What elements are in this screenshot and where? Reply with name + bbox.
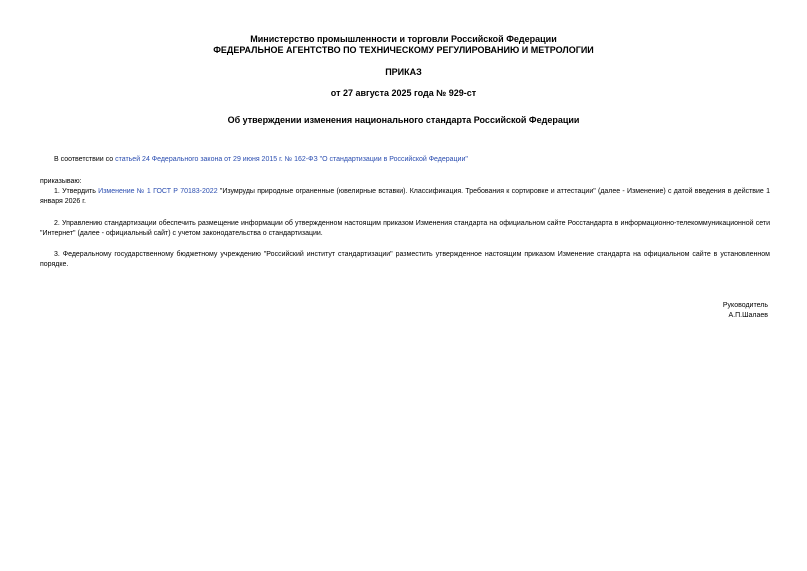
document-title: Об утверждении изменения национального стандарта Российской Федерации (227, 115, 580, 125)
ministry-name: Министерство промышленности и торговли Российской Федерации (250, 34, 557, 44)
order-item-3: 3. Федеральному государственному бюджетному учреждению "Российский институт стандартизации" разместить утвержденное настоящим приказом Изменение стандарта на официальном сайте в установленном порядке. (40, 251, 770, 268)
order-item-1 (40, 187, 770, 207)
intro-paragraph (54, 155, 770, 165)
item1-suffix: "Изумруды природные ограненные (ювелирные вставки). Классификация. Требования к сортировке и аттестации" (далее - Изменение) с датой введения в действие 1 января 2026 г. (40, 188, 770, 205)
signature-role: Руководитель (722, 302, 768, 309)
order-date-number: от 27 августа 2025 года № 929-ст (330, 88, 477, 98)
law-article-link[interactable]: статьей 24 Федерального закона от 29 июня 2015 г. № 162-ФЗ "О стандартизации в Российской Федерации" (115, 156, 468, 163)
order-item-2: 2. Управлению стандартизации обеспечить размещение информации об утвержденном настоящим приказом Изменения стандарта на официальном сайте Росстандарта в информационно-телекоммуникационной сети "Интернет" (далее - официальный сайт) с учетом законодательства о стандартизации. (40, 220, 770, 237)
standard-change-link[interactable]: Изменение № 1 ГОСТ Р 70183-2022 (98, 188, 218, 195)
document-type: ПРИКАЗ (385, 67, 422, 77)
agency-name: ФЕДЕРАЛЬНОЕ АГЕНТСТВО ПО ТЕХНИЧЕСКОМУ РЕГУЛИРОВАНИЮ И МЕТРОЛОГИИ (213, 45, 594, 55)
orders-word: приказываю: (40, 178, 82, 185)
signature-name: А.П.Шалаев (728, 312, 768, 319)
item1-prefix: 1. Утвердить (54, 188, 99, 195)
intro-prefix: В соответствии со (54, 156, 116, 163)
